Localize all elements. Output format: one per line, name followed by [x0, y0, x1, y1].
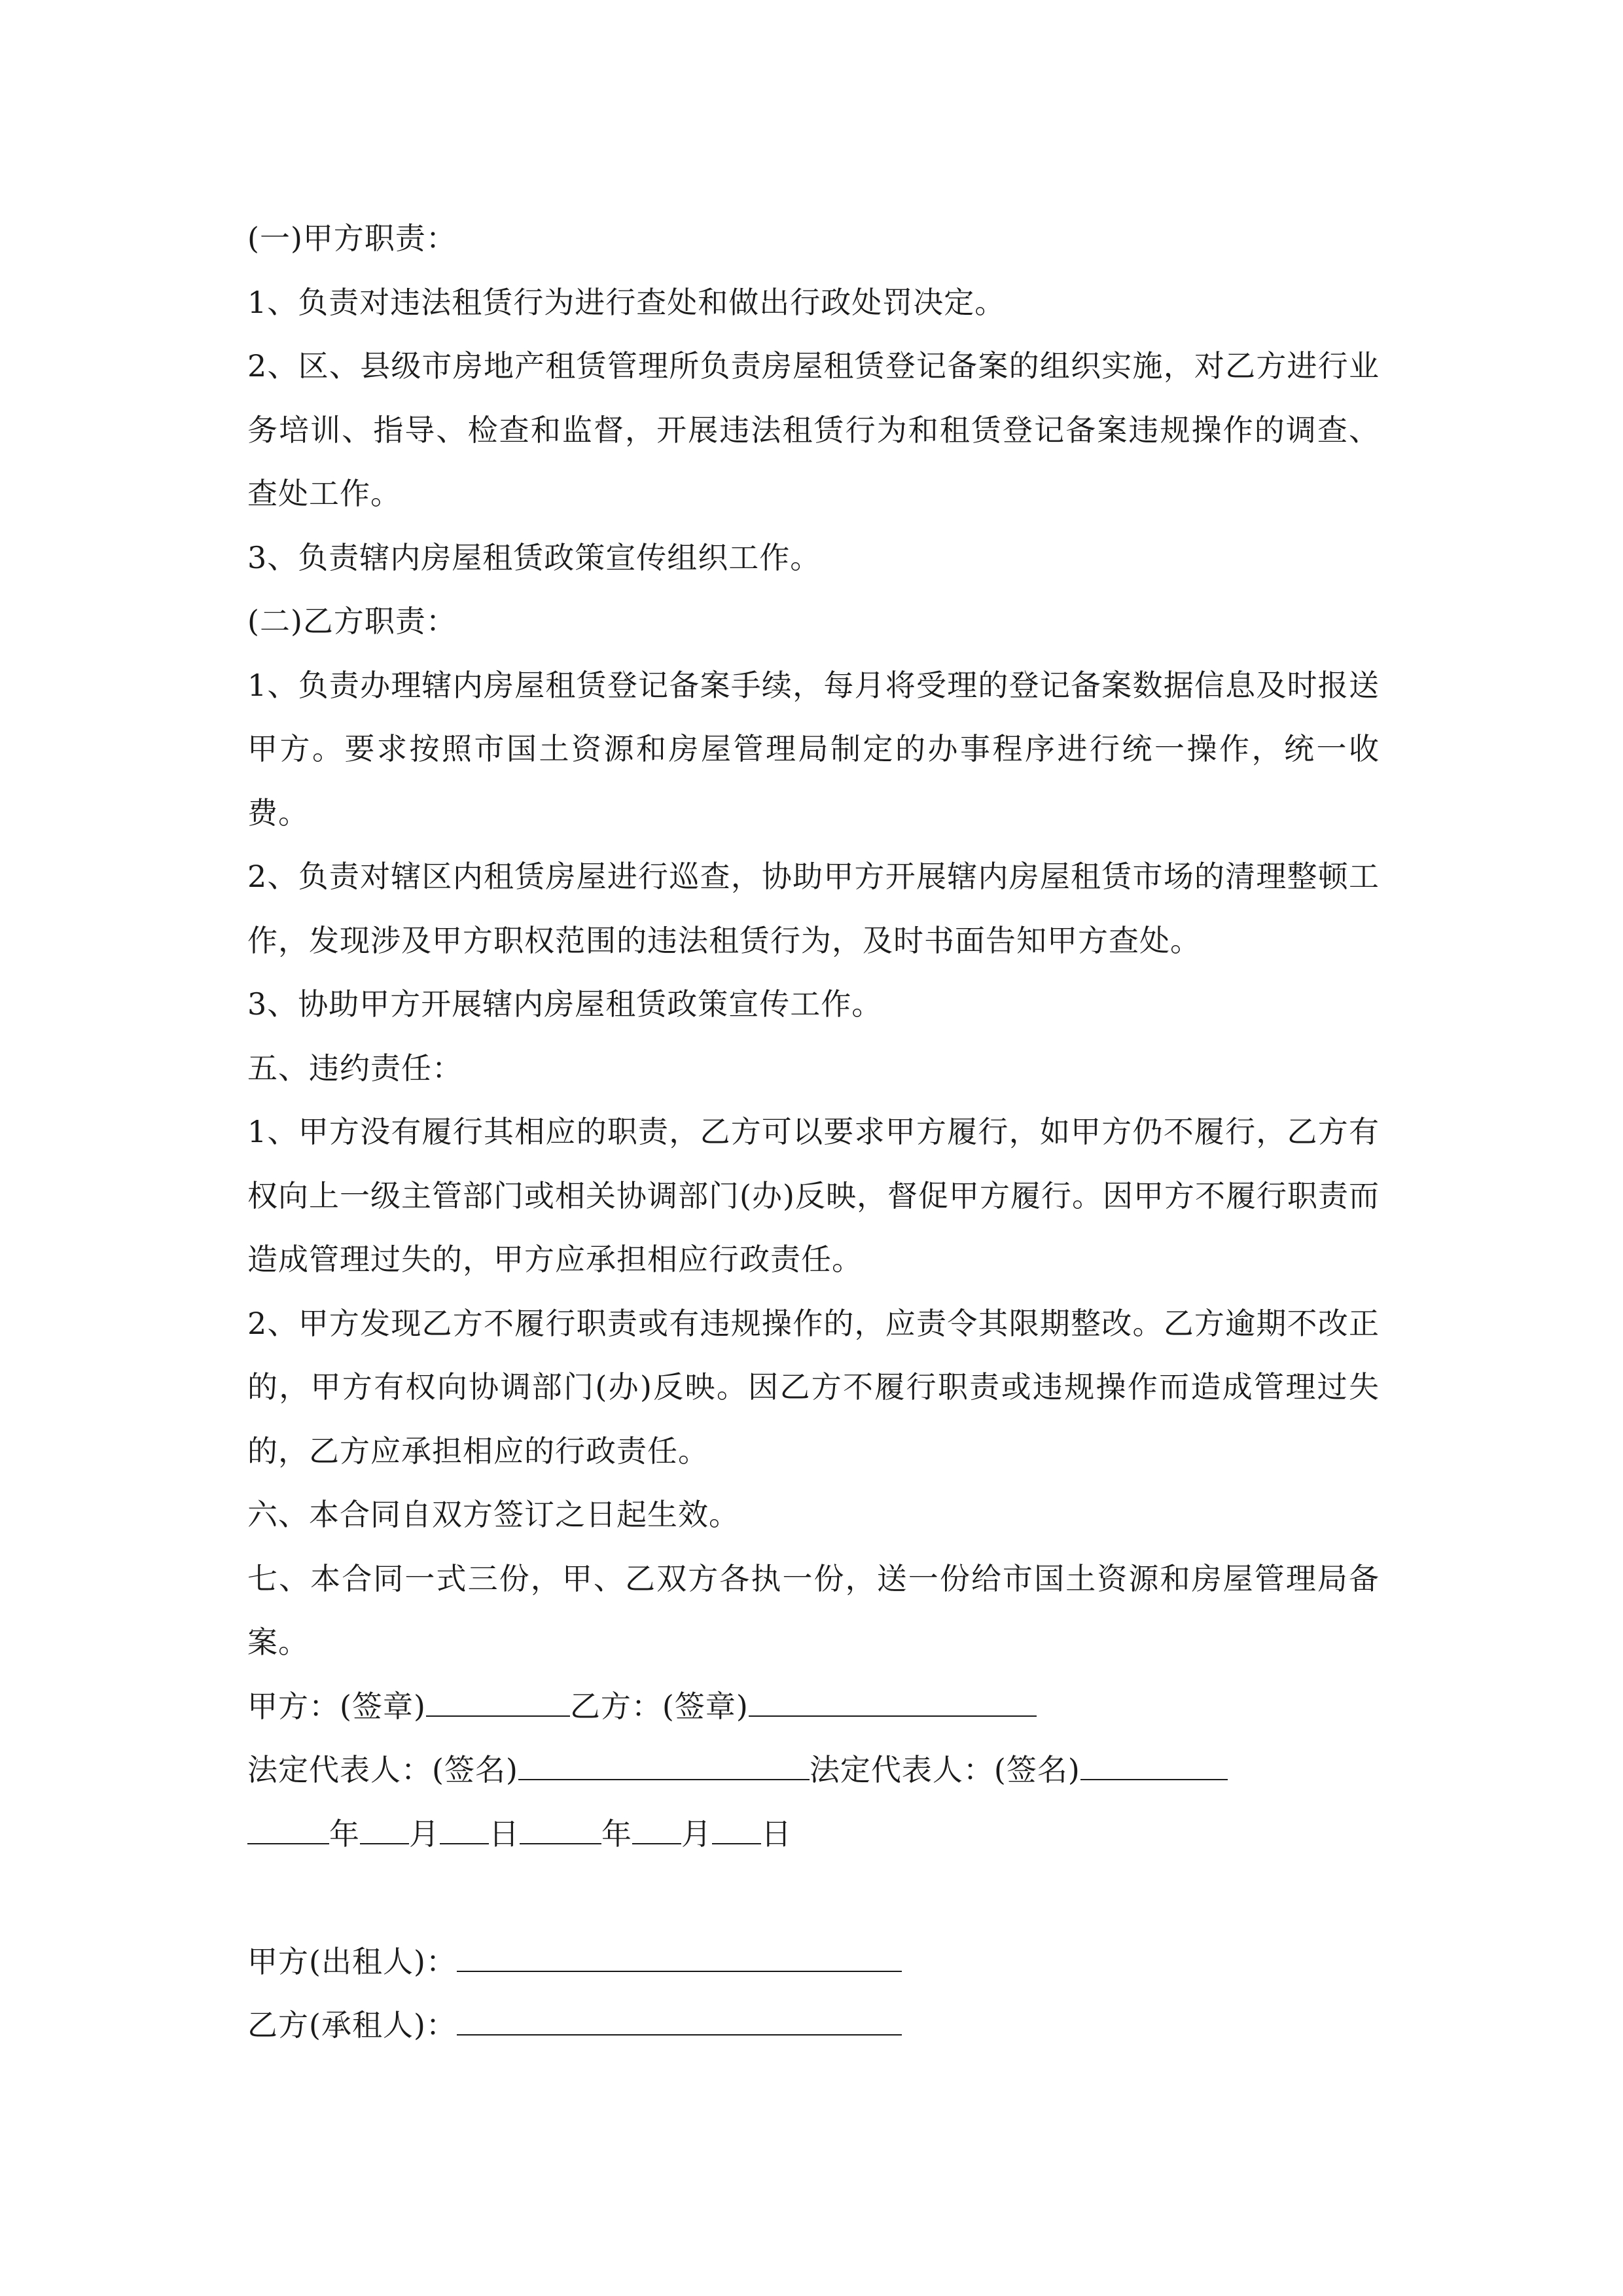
date-a-day-label: 日 — [489, 1816, 520, 1852]
rep-a-sign-label: 法定代表人：(签名) — [247, 1752, 518, 1787]
party-a-seal-blank[interactable] — [426, 1689, 570, 1717]
date-b-year-label: 年 — [601, 1816, 632, 1852]
lessor-blank[interactable] — [457, 1945, 902, 1972]
section-title-party-a-duties: (一)甲方职责： — [247, 221, 457, 256]
date-a-month-blank[interactable] — [360, 1817, 409, 1844]
paragraph-a1: 1、负责对违法租赁行为进行查处和做出行政处罚决定。 — [247, 284, 1006, 320]
spacer — [247, 1866, 1380, 1930]
date-b-day-label: 日 — [761, 1816, 792, 1852]
paragraph-liability-1: 1、甲方没有履行其相应的职责，乙方可以要求甲方履行，如甲方仍不履行，乙方有权向上一级主管部门或相关协调部门(办)反映，督促甲方履行。因甲方不履行职责而造成管理过失的，甲方应承担相应行政责任。 — [247, 1114, 1380, 1277]
paragraph-b3: 3、协助甲方开展辖内房屋租赁政策宣传工作。 — [247, 986, 883, 1022]
lessor-label: 甲方(出租人)： — [247, 1943, 457, 1979]
date-a-month-label: 月 — [409, 1816, 440, 1852]
lessee-blank[interactable] — [457, 2008, 902, 2036]
section-title-liability: 五、违约责任： — [247, 1050, 463, 1086]
date-a-day-blank[interactable] — [440, 1817, 489, 1844]
date-a-year-blank[interactable] — [247, 1817, 329, 1844]
signature-line-parties — [247, 1675, 1380, 1739]
rep-b-sign-blank[interactable] — [1080, 1753, 1228, 1780]
paragraph-a2: 2、区、县级市房地产租赁管理所负责房屋租赁登记备案的组织实施，对乙方进行业务培训、指导、检查和监督，开展违法租赁行为和租赁登记备案违规操作的调查、查处工作。 — [247, 348, 1380, 511]
paragraph-effective: 六、本合同自双方签订之日起生效。 — [247, 1497, 740, 1532]
rep-b-sign-label: 法定代表人：(签名) — [809, 1752, 1080, 1787]
date-b-year-blank[interactable] — [520, 1817, 601, 1844]
date-a-year-label: 年 — [329, 1816, 360, 1852]
date-b-day-blank[interactable] — [712, 1817, 761, 1844]
paragraph-b2: 2、负责对辖区内租赁房屋进行巡查，协助甲方开展辖内房屋租赁市场的清理整顿工作，发现涉及甲方职权范围的违法租赁行为，及时书面告知甲方查处。 — [247, 859, 1380, 958]
party-b-seal-blank[interactable] — [749, 1689, 1037, 1717]
paragraph-copies: 七、本合同一式三份，甲、乙双方各执一份，送一份给市国土资源和房屋管理局备案。 — [247, 1560, 1380, 1660]
date-line — [247, 1803, 1380, 1867]
party-a-seal-label: 甲方：(签章) — [247, 1688, 426, 1724]
date-b-month-blank[interactable] — [632, 1817, 681, 1844]
lessor-line — [247, 1930, 1380, 1994]
lessee-label: 乙方(承租人)： — [247, 2007, 457, 2043]
rep-a-sign-blank[interactable] — [518, 1753, 810, 1780]
paragraph-a3: 3、负责辖内房屋租赁政策宣传组织工作。 — [247, 539, 821, 575]
signature-line-representatives — [247, 1738, 1380, 1803]
lessee-line — [247, 1994, 1380, 2058]
paragraph-b1: 1、负责办理辖内房屋租赁登记备案手续，每月将受理的登记备案数据信息及时报送甲方。要求按照市国土资源和房屋管理局制定的办事程序进行统一操作，统一收费。 — [247, 667, 1380, 831]
party-b-seal-label: 乙方：(签章) — [569, 1688, 749, 1724]
document-body — [247, 207, 1380, 2058]
date-b-month-label: 月 — [681, 1816, 712, 1852]
paragraph-liability-2: 2、甲方发现乙方不履行职责或有违规操作的，应责令其限期整改。乙方逾期不改正的，甲方有权向协调部门(办)反映。因乙方不履行职责或违规操作而造成管理过失的，乙方应承担相应的行政责任。 — [247, 1305, 1380, 1469]
section-title-party-b-duties: (二)乙方职责： — [247, 603, 457, 639]
